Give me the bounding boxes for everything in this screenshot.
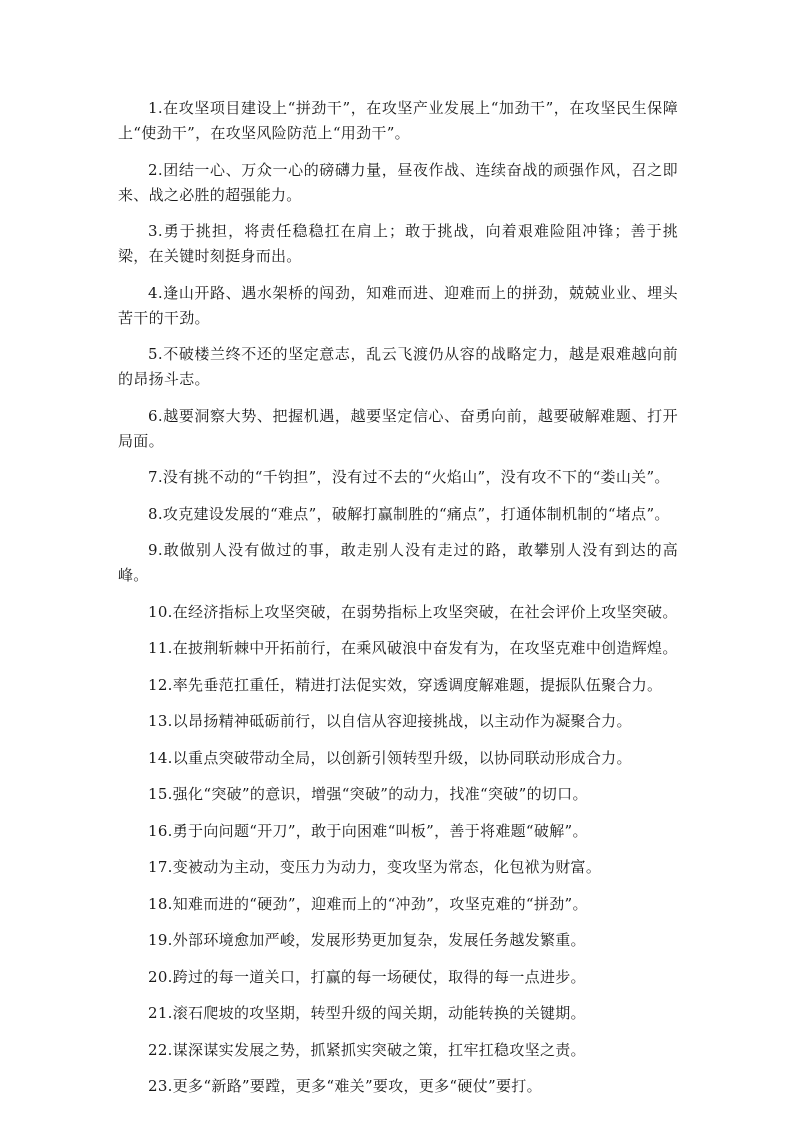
paragraph-4: 4.逢山开路、遇水架桥的闯劲，知难而进、迎难而上的拼劲，兢兢业业、埋头苦干的干劲。 bbox=[118, 283, 678, 327]
paragraph-14: 14.以重点突破带动全局，以创新引领转型升级，以协同联动形成合力。 bbox=[148, 748, 632, 767]
paragraph-5: 5.不破楼兰终不还的坚定意志，乱云飞渡仍从容的战略定力，越是艰难越向前的昂扬斗志。 bbox=[118, 345, 678, 388]
paragraph-22: 22.谋深谋实发展之势，抓紧抓实突破之策，扛牢扛稳攻坚之责。 bbox=[148, 1040, 586, 1059]
paragraph-9: 9.敢做别人没有做过的事，敢走别人没有走过的路，敢攀别人没有到达的高峰。 bbox=[118, 541, 678, 584]
paragraph-13: 13.以昂扬精神砥砺前行，以自信从容迎接挑战，以主动作为凝聚合力。 bbox=[148, 712, 632, 730]
paragraph-2: 2.团结一心、万众一心的磅礴力量，昼夜作战、连续奋战的顽强作风，召之即来、战之必胜的超强能力。 bbox=[118, 160, 678, 204]
paragraph-12: 12.率先垂范扛重任，精进打法促实效，穿透调度解难题，提振队伍聚合力。 bbox=[148, 675, 663, 694]
paragraph-20: 20.跨过的每一道关口，打赢的每一场硬仗，取得的每一点进步。 bbox=[148, 967, 586, 986]
paragraph-11: 11.在披荆斩棘中开拓前行，在乘风破浪中奋发有为，在攻坚克难中创造辉煌。 bbox=[148, 639, 678, 657]
document-body bbox=[118, 96, 678, 1111]
paragraph-17: 17.变被动为主动，变压力为动力，变攻坚为常态，化包袱为财富。 bbox=[148, 858, 602, 876]
paragraph-8: 8.攻克建设发展的“难点”，破解打赢制胜的“痛点”，打通体制机制的“堵点”。 bbox=[148, 504, 670, 523]
paragraph-7: 7.没有挑不动的“千钧担”，没有过不去的“火焰山”，没有攻不下的“娄山关”。 bbox=[148, 468, 670, 486]
paragraph-19: 19.外部环境愈加严峻，发展形势更加复杂，发展任务越发繁重。 bbox=[148, 931, 586, 949]
paragraph-3: 3.勇于挑担，将责任稳稳扛在肩上；敢于挑战，向着艰难险阻冲锋；善于挑梁，在关键时刻挺身而出。 bbox=[118, 222, 678, 265]
paragraph-6: 6.越要洞察大势、把握机遇，越要坚定信心、奋勇向前，越要破解难题、打开局面。 bbox=[118, 406, 678, 450]
paragraph-16: 16.勇于向问题“开刀”，敢于向困难“叫板”，善于将难题“破解”。 bbox=[148, 821, 588, 840]
paragraph-10: 10.在经济指标上攻坚突破，在弱势指标上攻坚突破，在社会评价上攻坚突破。 bbox=[148, 602, 678, 621]
paragraph-21: 21.滚石爬坡的攻坚期，转型升级的闯关期，动能转换的关键期。 bbox=[148, 1004, 586, 1022]
paragraph-18: 18.知难而进的“硬劲”，迎难而上的“冲劲”，攻坚克难的“拼劲”。 bbox=[148, 894, 588, 913]
paragraph-1: 1.在攻坚项目建设上“拼劲干”，在攻坚产业发展上“加劲干”，在攻坚民生保障上“使劲干”，在攻坚风险防范上“用劲干”。 bbox=[118, 99, 678, 142]
paragraph-15: 15.强化“突破”的意识，增强“突破”的动力，找准“突破”的切口。 bbox=[148, 785, 588, 803]
paragraph-23: 23.更多“新路”要蹚，更多“难关”要攻，更多“硬仗”要打。 bbox=[148, 1077, 542, 1095]
